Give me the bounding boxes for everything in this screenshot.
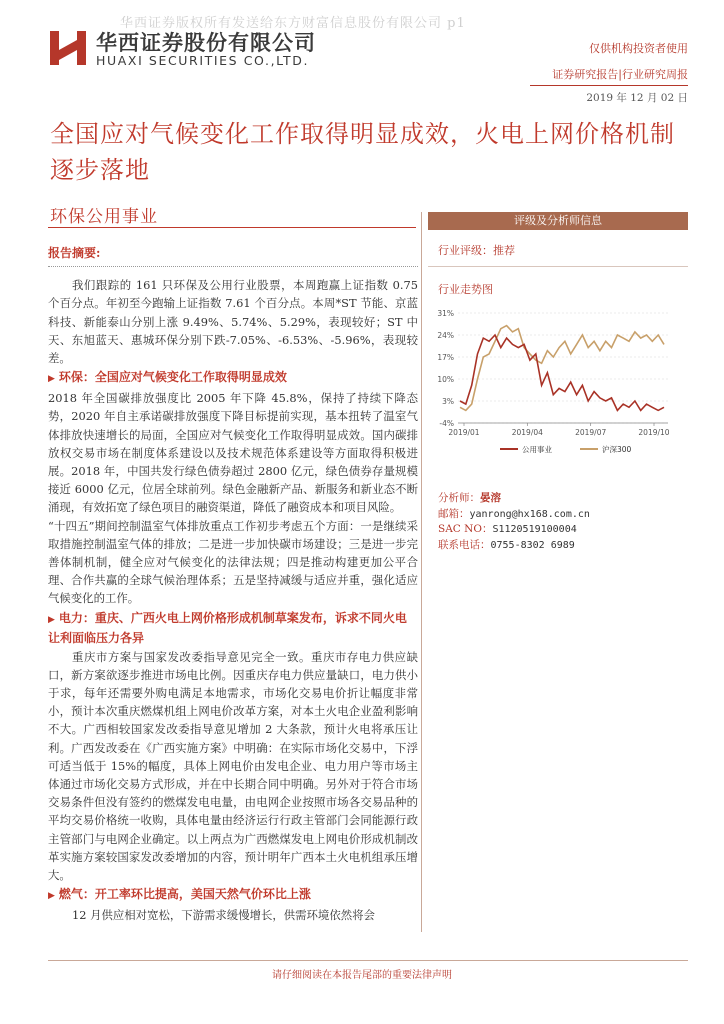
summary-heading: 报告摘要: bbox=[48, 246, 101, 260]
report-date: 2019 年 12 月 02 日 bbox=[586, 92, 688, 104]
industry-name: 环保公用事业 bbox=[50, 207, 158, 227]
industry-rating bbox=[428, 242, 688, 262]
trend-chart-title: 行业走势图 bbox=[438, 283, 493, 296]
section-paragraph: 重庆市方案与国家发改委指导意见完全一致。重庆市存电力供应缺口，新方案欲逐步推进市场电比例。因重庆存电力供应量缺口，电力供小于求，每年还需要外购电满足本地需求，市场化交易电价折让幅度非常小，预计本次重庆燃煤机组上网电价改革方案，对本土火电企业盈利影响不大。广西相较国家发改委指导意见增加 2 大条款，预计火电将承压让利。广西发改委在《广西实施方案》中明确：在实际市场化交易中，下浮可适当低于 15%的幅度，具体上网电价由发电企业、电力用户等市场主体通过市场化交易方式形成，并在中长期合同中明确。另外对于符合市场交易条件但没有签约的燃煤发电电量，由电网企业按照市场各交易品种的平均交易价格统一收购，具体电量由经济运行行政主管部门会同能源行政主管部门与电网企业确定。以上两点为广西燃煤发电上网电价形成机制改革实施方案较国家发改委增加的内容，预计明年广西本土火电机组承压增大。 bbox=[48, 649, 418, 883]
x-tick-label: 2019/01 bbox=[448, 428, 480, 437]
sac-label: SAC NO： bbox=[438, 523, 493, 535]
y-tick-label: -4% bbox=[439, 419, 454, 428]
industry-divider bbox=[48, 227, 416, 228]
audience-note: 仅供机构投资者使用 bbox=[589, 42, 688, 55]
summary-intro: 我们跟踪的 161 只环保及公用行业股票，本周跑赢上证指数 0.75 个百分点。年初至今跑输上证指数 7.61 个百分点。本周*ST 节能、京蓝科技、新能泰山分别上涨 9.49%、5.74%、5.29%，表现较好；ST 中天、东旭蓝天、惠城环保分别下跌-7.05%、-6.53%、-5.96%，表现较差。 bbox=[48, 278, 418, 366]
y-tick-label: 24% bbox=[437, 331, 454, 340]
analyst-label: 分析师： bbox=[438, 492, 480, 504]
footer-divider bbox=[48, 960, 688, 961]
series-line bbox=[460, 326, 664, 411]
trend-chart bbox=[428, 305, 688, 465]
rating-divider bbox=[428, 266, 688, 267]
section-heading: ▶ 电力：重庆、广西火电上网价格形成机制草案发布，诉求不同火电让利面临压力各异 bbox=[48, 610, 407, 645]
company-name-en: HUAXI SECURITIES CO.,LTD. bbox=[96, 53, 310, 68]
y-tick-label: 10% bbox=[437, 375, 454, 384]
panel-heading: 评级及分析师信息 bbox=[428, 212, 688, 230]
summary-column bbox=[48, 244, 418, 925]
rating-label: 行业评级： bbox=[438, 244, 493, 257]
report-type: 证券研究报告|行业研究周报 bbox=[552, 68, 688, 81]
legend-label: 沪深300 bbox=[602, 445, 632, 454]
legend-label: 公用事业 bbox=[522, 445, 552, 454]
legal-notice: 请仔细阅读在本报告尾部的重要法律声明 bbox=[272, 970, 452, 981]
company-name-cn: 华西证券股份有限公司 bbox=[96, 31, 316, 55]
y-tick-label: 31% bbox=[437, 309, 454, 318]
x-tick-label: 2019/04 bbox=[511, 428, 543, 437]
header-divider bbox=[530, 85, 688, 86]
section-paragraph: 12 月供应相对宽松，下游需求缓慢增长，供需环境依然将会 bbox=[72, 908, 375, 923]
y-tick-label: 3% bbox=[442, 397, 454, 406]
column-divider bbox=[421, 212, 422, 932]
phone-label: 联系电话： bbox=[438, 538, 491, 551]
section-heading: ▶ 燃气：开工率环比提高，美国天然气价环比上涨 bbox=[48, 887, 311, 902]
section-paragraph: 2018 年全国碳排放强度比 2005 年下降 45.8%，保持了持续下降态势，2020 年自主承诺碳排放强度下降目标提前实现，基本扭转了温室气体排放快速增长的局面，全国应对气候变化工作取得明显成效。国内碳排放权交易市场在制度体系建设以及技术规范体系建设等方面取得积极进展。2018 年，中国共发行绿色债券超过 2800 亿元，绿色债券存量规模接近 6000 亿元，位居全球前列。绿色金融新产品、新服务和新业态不断涌现，有效拓宽了绿色项目的融资渠道，降低了融资成本和项目风险。 bbox=[48, 391, 418, 515]
triangle-bullet-icon: ▶ bbox=[48, 614, 55, 625]
y-tick-label: 17% bbox=[437, 353, 454, 362]
series-line bbox=[460, 335, 664, 410]
sac-value: S1120519100004 bbox=[492, 524, 577, 535]
report-title: 全国应对气候变化工作取得明显成效，火电上网价格机制逐步落地 bbox=[50, 120, 675, 184]
email-value: yanrong@hx168.com.cn bbox=[469, 508, 590, 520]
phone-value: 0755-8302 6989 bbox=[490, 539, 575, 551]
rating-value: 推荐 bbox=[493, 244, 515, 257]
section-heading: ▶ 环保：全国应对气候变化工作取得明显成效 bbox=[48, 370, 287, 385]
x-tick-label: 2019/07 bbox=[575, 428, 607, 437]
watermark: 华西证券版权所有发送给东方财富信息股份有限公司 p1 bbox=[120, 16, 466, 31]
trend-chart-svg bbox=[428, 305, 688, 465]
analyst-info bbox=[428, 491, 688, 553]
info-panel bbox=[428, 212, 688, 553]
triangle-bullet-icon: ▶ bbox=[48, 891, 55, 902]
email-label: 邮箱： bbox=[438, 507, 470, 520]
company-logo bbox=[48, 28, 88, 68]
section-paragraph: “十四五”期间控制温室气体排放重点工作初步考虑五个方面：一是继续采取措施控制温室气体的排放；二是进一步加快碳市场建设；三是进一步完善体制机制，健全应对气候变化的法律法规；四是推动构建更加公平合理、合作共赢的全球气候治理体系；五是坚持减缓与适应并重，强化适应气候变化的工作。 bbox=[48, 518, 418, 606]
summary-divider bbox=[48, 266, 418, 267]
x-tick-label: 2019/10 bbox=[638, 428, 670, 437]
analyst-name: 晏溶 bbox=[480, 492, 501, 504]
triangle-bullet-icon: ▶ bbox=[48, 374, 55, 385]
